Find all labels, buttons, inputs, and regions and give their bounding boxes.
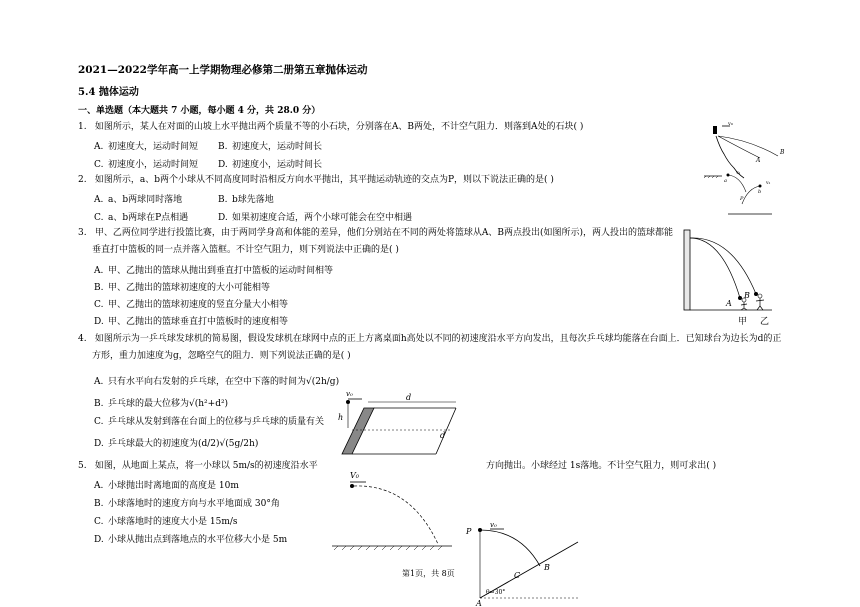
- document-title: 2021—2022学年高一上学期物理必修第二册第五章抛体运动: [78, 64, 368, 76]
- svg-text:V₀: V₀: [350, 471, 359, 480]
- option-b: B. b球先落地: [218, 195, 274, 205]
- option-b: B. 小球落地时的速度方向与水平地面成 30°角: [94, 499, 280, 509]
- section-heading: 5.4 抛体运动: [78, 87, 139, 98]
- option-b: B. 甲、乙抛出的篮球初速度的大小可能相等: [94, 283, 271, 293]
- option-d: D. 如果初速度合适，两个小球可能会在空中相遇: [218, 213, 413, 223]
- figure-basketball: [682, 228, 776, 332]
- question-2: [78, 174, 554, 186]
- svg-text:甲: 甲: [738, 317, 748, 327]
- svg-text:C: C: [514, 571, 521, 580]
- option-a: A. a、b两球同时落地: [94, 195, 183, 205]
- svg-text:b: b: [758, 189, 762, 195]
- svg-text:v₀: v₀: [346, 390, 353, 398]
- svg-text:a: a: [724, 178, 727, 184]
- option-d: D. 初速度小，运动时间长: [218, 160, 323, 170]
- page-footer: 第1页，共 8页: [402, 569, 455, 578]
- option-c: C. a、b两球在P点相遇: [94, 213, 189, 223]
- option-c: C. 乒乓球从发射到落在台面上的位移与乒乓球的质量有关: [94, 417, 325, 427]
- svg-text:v₀: v₀: [490, 521, 497, 529]
- question-3: [78, 227, 673, 239]
- question-1: [78, 121, 583, 133]
- figure-pingpong-table: [332, 388, 462, 460]
- svg-text:A: A: [726, 299, 732, 308]
- svg-text:乙: 乙: [760, 317, 770, 327]
- svg-text:B: B: [780, 149, 785, 156]
- svg-text:P: P: [740, 196, 744, 202]
- svg-text:B: B: [744, 291, 750, 300]
- option-c: C. 初速度小，运动时间短: [94, 160, 199, 170]
- question-number: 1.: [78, 122, 87, 132]
- figure-horizontal-throw: [330, 468, 455, 553]
- question-text-cont: 方形，重力加速度为g，忽略空气的阻力．则下列说法正确的是( ): [92, 351, 351, 361]
- part-heading: 一、单选题（本大题共 7 小题，每小题 4 分，共 28.0 分）: [78, 106, 321, 116]
- option-d: D. 小球从抛出点到落地点的水平位移大小是 5m: [94, 535, 288, 545]
- option-a: A. 甲、乙抛出的篮球从抛出到垂直打中篮板的运动时间相等: [94, 266, 334, 276]
- figure-incline: [462, 520, 582, 606]
- option-d: D. 乒乓球最大的初速度为(d/2)√(5g/2h): [94, 439, 259, 449]
- svg-text:d: d: [406, 393, 412, 402]
- option-a: A. 初速度大，运动时间短: [94, 142, 199, 152]
- question-4: [78, 333, 781, 345]
- svg-text:θ=30°: θ=30°: [486, 589, 506, 596]
- question-number: 5.: [78, 461, 87, 471]
- question-number: 3.: [78, 228, 87, 238]
- question-text-cont: 垂直打中篮板的同一点并落入篮框。不计空气阻力，则下列说法中正确的是( ): [92, 245, 399, 255]
- question-text-cont: 方向抛出。小球经过 1s落地。不计空气阻力，则可求出( ): [486, 461, 717, 471]
- option-b: B. 初速度大，运动时间长: [218, 142, 323, 152]
- svg-text:A: A: [476, 599, 482, 606]
- question-text: 甲、乙两位同学进行投篮比赛，由于两同学身高和体能的差异，他们分别站在不同的两处将篮球从A、B两点投出(如图所示)，两人投出的篮球都能: [94, 228, 674, 238]
- option-c: C. 甲、乙抛出的篮球初速度的竖直分量大小相等: [94, 300, 289, 310]
- svg-text:d: d: [440, 431, 446, 440]
- question-text: 如图所示为一乒乓球发球机的简易图，假设发球机在球网中点的正上方离桌面h高处以不同的初速度沿水平方向发出，且每次乒乓球均能落在台面上．已知球台为边长为d的正: [94, 334, 782, 344]
- question-number: 2.: [78, 175, 87, 185]
- svg-text:h: h: [338, 413, 344, 422]
- figure-hillside-throw: [700, 118, 790, 220]
- svg-text:B: B: [544, 563, 550, 572]
- option-a: A. 小球抛出时离地面的高度是 10m: [94, 481, 239, 491]
- svg-text:A: A: [756, 157, 761, 164]
- option-d: D. 甲、乙抛出的篮球垂直打中篮板时的速度相等: [94, 317, 289, 327]
- svg-text:P: P: [466, 527, 472, 536]
- question-text: 如图所示，某人在对面的山坡上水平抛出两个质量不等的小石块，分别落在A、B两处，不计空气阻力．则落到A处的石块( ): [94, 122, 584, 132]
- svg-text:v₁: v₁: [736, 171, 741, 176]
- question-number: 4.: [78, 334, 87, 344]
- question-text: 如图所示，a、b两个小球从不同高度同时沿相反方向水平抛出，其平抛运动轨迹的交点为P，则以下说法正确的是( ): [94, 175, 554, 185]
- svg-text:v₀: v₀: [728, 121, 733, 127]
- option-a: A. 只有水平向右发射的乒乓球，在空中下落的时间为√(2h/g): [94, 377, 340, 387]
- option-b: B. 乒乓球的最大位移为√(h²+d²): [94, 399, 229, 409]
- question-text: 如图，从地面上某点，将一小球以 5m/s的初速度沿水平: [94, 461, 318, 471]
- svg-text:v₂: v₂: [766, 181, 771, 186]
- question-5: [78, 460, 318, 472]
- option-c: C. 小球落地时的速度大小是 15m/s: [94, 517, 238, 527]
